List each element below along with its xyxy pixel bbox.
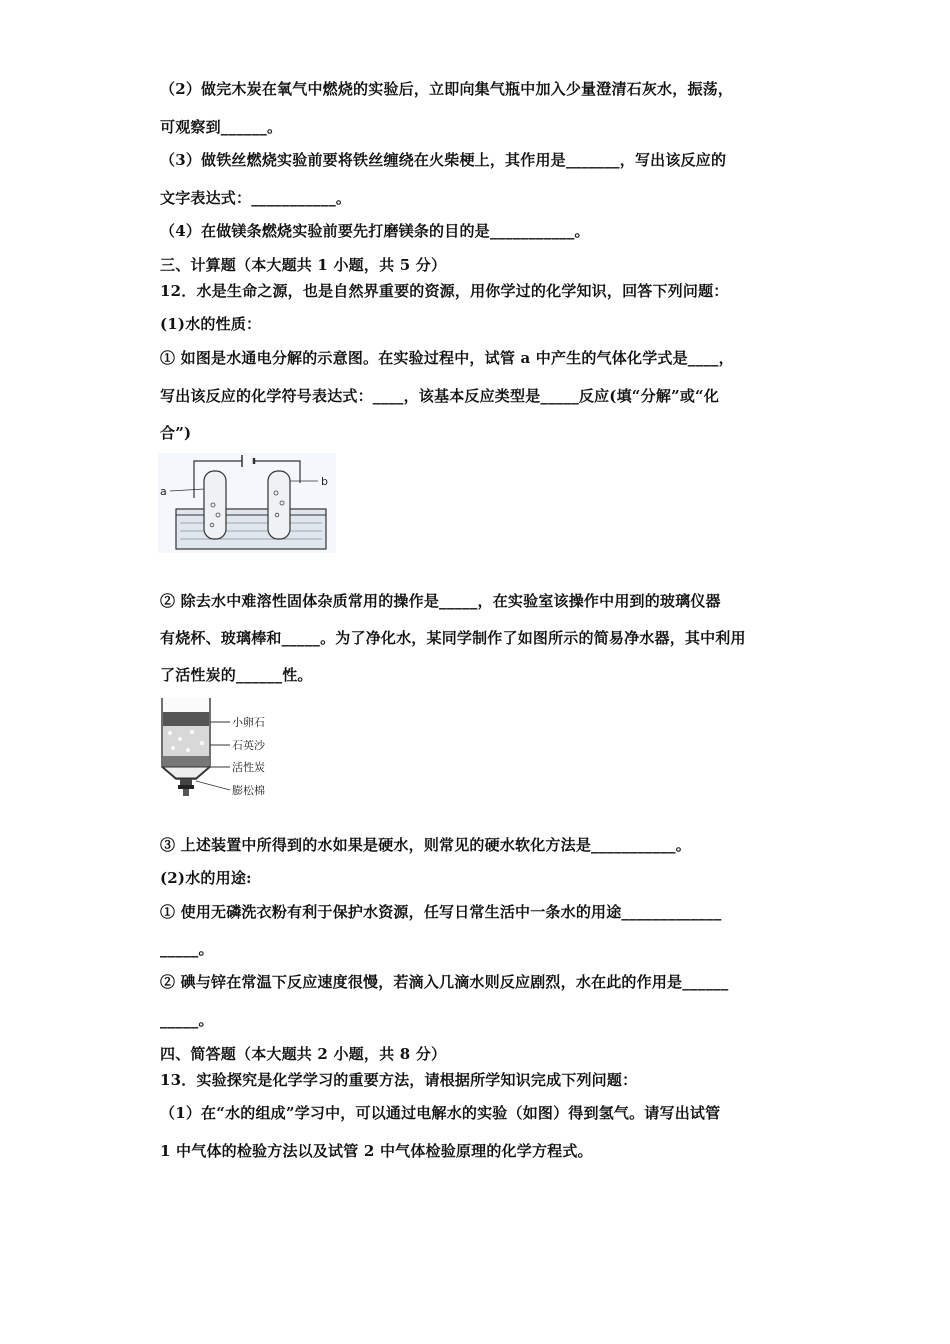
question-12-item1-line3: 合”) [160, 424, 192, 442]
electrolysis-figure [158, 453, 336, 553]
filter-label-sand: 石英沙 [232, 739, 265, 752]
question-12-use2-line2: _____。 [160, 1011, 214, 1029]
question-12-item1-line1: ① 如图是水通电分解的示意图。在实验过程中，试管 a 中产生的气体化学式是____， [160, 349, 734, 367]
question-12-stem: 12．水是生命之源，也是自然界重要的资源，用你学过的化学知识，回答下列问题： [160, 282, 729, 300]
question-11-part4: （4）在做镁条燃烧实验前要先打磨镁条的目的是___________。 [160, 222, 590, 240]
section-4-heading: 四、简答题（本大题共 2 小题，共 8 分） [160, 1045, 447, 1063]
electrolysis-label-a: a [160, 485, 167, 498]
question-13-part1-line2: 1 中气体的检验方法以及试管 2 中气体检验原理的化学方程式。 [160, 1142, 593, 1160]
question-12-sub2-title: (2)水的用途: [160, 869, 252, 887]
question-11-part3-line2: 文字表达式：___________。 [160, 189, 352, 207]
filter-label-cotton: 膨松棉 [232, 784, 265, 797]
question-12-item2-line2: 有烧杯、玻璃棒和_____。为了净化水，某同学制作了如图所示的简易净水器，其中利用 [160, 629, 746, 647]
question-11-part3-line1: （3）做铁丝燃烧实验前要将铁丝缠绕在火柴梗上，其作用是_______，写出该反应的 [160, 151, 727, 169]
question-12-item2-line3: 了活性炭的______性。 [160, 666, 313, 684]
section-3-heading: 三、计算题（本大题共 1 小题，共 5 分） [160, 256, 447, 274]
question-13-part1-line1: （1）在“水的组成”学习中，可以通过电解水的实验（如图）得到氢气。请写出试管 [160, 1104, 721, 1122]
filter-label-pebble: 小卵石 [232, 716, 265, 729]
filter-label-carbon: 活性炭 [232, 761, 265, 774]
water-filter-figure [158, 695, 288, 805]
question-11-part2-line1: （2）做完木炭在氧气中燃烧的实验后，立即向集气瓶中加入少量澄清石灰水，振荡， [160, 80, 734, 98]
question-12-item1-line2: 写出该反应的化学符号表达式：____，该基本反应类型是_____反应(填“分解”或“化 [160, 387, 720, 405]
electrolysis-label-b: b [321, 475, 328, 488]
question-12-item2-line1: ② 除去水中难溶性固体杂质常用的操作是_____，在实验室该操作中用到的玻璃仪器 [160, 592, 721, 610]
question-12-use2-line1: ② 碘与锌在常温下反应速度很慢，若滴入几滴水则反应剧烈，水在此的作用是______ [160, 973, 729, 991]
question-12-use1-line2: _____。 [160, 940, 214, 958]
question-12-item3: ③ 上述装置中所得到的水如果是硬水，则常见的硬水软化方法是___________。 [160, 836, 691, 854]
question-12-use1-line1: ① 使用无磷洗衣粉有利于保护水资源，任写日常生活中一条水的用途_____________ [160, 903, 722, 921]
question-12-sub1-title: (1)水的性质： [160, 315, 262, 333]
question-13-stem: 13．实验探究是化学学习的重要方法，请根据所学知识完成下列问题： [160, 1071, 638, 1089]
question-11-part2-line2: 可观察到______。 [160, 118, 283, 136]
